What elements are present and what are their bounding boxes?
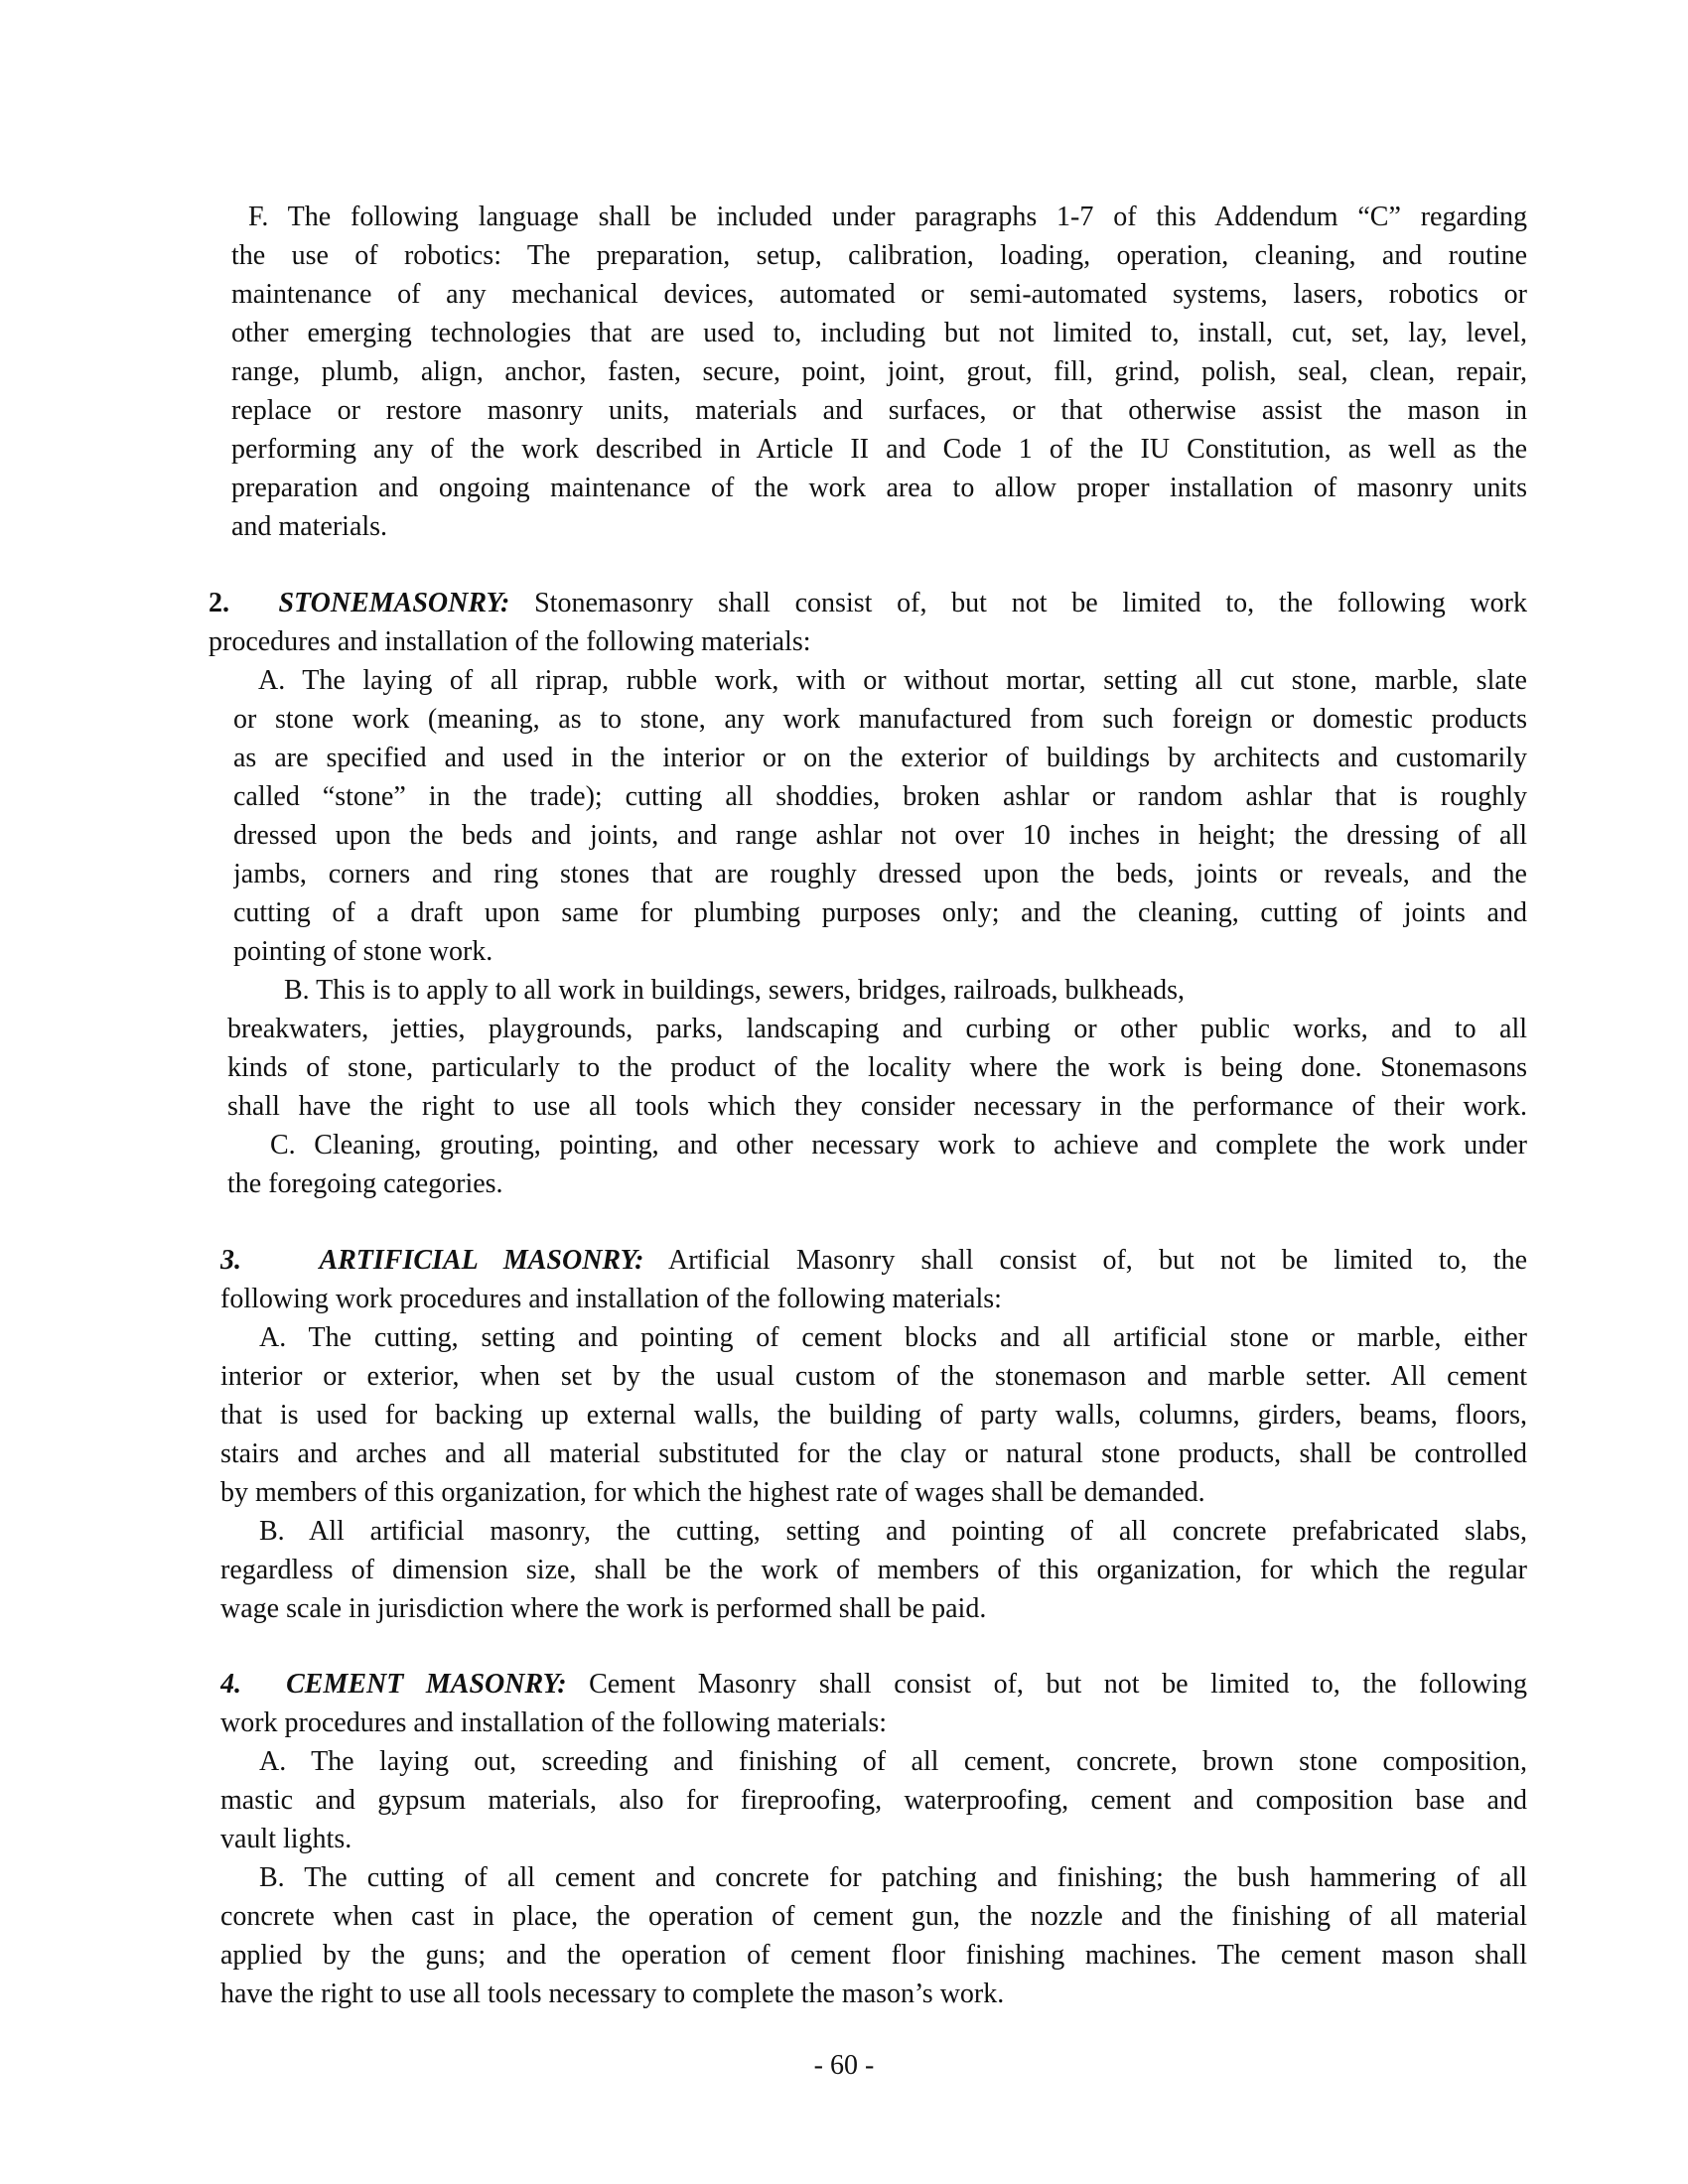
paragraph-line: following work procedures and installation of the following materials: bbox=[220, 1284, 1002, 1314]
paragraph-line: breakwaters, jetties, playgrounds, parks, landscaping and curbing or other public works, and to all bbox=[227, 1014, 1527, 1044]
paragraph-line: B. The cutting of all cement and concrete for patching and finishing; the bush hammering of all bbox=[259, 1862, 1527, 1893]
paragraph-line: maintenance of any mechanical devices, automated or semi-automated systems, lasers, robotics or bbox=[231, 279, 1527, 310]
paragraph-line: applied by the guns; and the operation of cement floor finishing machines. The cement mason shall bbox=[220, 1940, 1527, 1971]
paragraph-line: performing any of the work described in Article II and Code 1 of the IU Constitution, as well as the bbox=[231, 434, 1527, 465]
paragraph-line: vault lights. bbox=[220, 1824, 352, 1854]
heading-title: STONEMASONRY: bbox=[278, 588, 510, 618]
paragraph-line: by members of this organization, for which the highest rate of wages shall be demanded. bbox=[220, 1477, 1205, 1508]
section-heading bbox=[209, 585, 1527, 622]
paragraph-line: range, plumb, align, anchor, fasten, secure, point, joint, grout, fill, grind, polish, seal, clean, repair, bbox=[231, 356, 1527, 387]
paragraph-line: or stone work (meaning, as to stone, any work manufactured from such foreign or domestic products bbox=[233, 704, 1527, 735]
paragraph-line: B. All artificial masonry, the cutting, setting and pointing of all concrete prefabricated slabs, bbox=[259, 1516, 1527, 1547]
heading-title: ARTIFICIAL MASONRY: bbox=[319, 1245, 644, 1276]
paragraph-line: procedures and installation of the following materials: bbox=[209, 626, 811, 657]
paragraph-line: A. The laying of all riprap, rubble work, with or without mortar, setting all cut stone, marble, slate bbox=[258, 665, 1527, 696]
paragraph-line: the use of robotics: The preparation, setup, calibration, loading, operation, cleaning, and routine bbox=[231, 240, 1527, 271]
paragraph-line: have the right to use all tools necessary to complete the mason’s work. bbox=[220, 1979, 1005, 2009]
paragraph-line: replace or restore masonry units, materials and surfaces, or that otherwise assist the mason in bbox=[231, 395, 1527, 426]
section-heading bbox=[220, 1242, 1527, 1280]
heading-title: CEMENT MASONRY: bbox=[286, 1669, 567, 1700]
heading-number: 2. bbox=[209, 588, 229, 618]
heading-number: 3. bbox=[220, 1245, 241, 1276]
page-number: - 60 - bbox=[813, 2050, 875, 2081]
heading-number: 4. bbox=[220, 1669, 241, 1700]
paragraph-line: the foregoing categories. bbox=[227, 1168, 503, 1199]
paragraph-line: jambs, corners and ring stones that are roughly dressed upon the beds, joints or reveals, and the bbox=[233, 859, 1527, 889]
paragraph-line: regardless of dimension size, shall be the work of members of this organization, for which the regular bbox=[220, 1555, 1527, 1585]
paragraph-line: and materials. bbox=[231, 511, 388, 542]
heading-text: Artificial Masonry shall consist of, but not be limited to, the bbox=[643, 1245, 1527, 1276]
paragraph-line: mastic and gypsum materials, also for fireproofing, waterproofing, cement and composition base and bbox=[220, 1785, 1527, 1816]
paragraph-line: shall have the right to use all tools which they consider necessary in the performance of their work. bbox=[227, 1091, 1527, 1122]
paragraph-line: kinds of stone, particularly to the product of the locality where the work is being done. Stonemasons bbox=[227, 1052, 1527, 1083]
paragraph-line: stairs and arches and all material substituted for the clay or natural stone products, shall be controlled bbox=[220, 1438, 1527, 1469]
paragraph-line: preparation and ongoing maintenance of the work area to allow proper installation of masonry units bbox=[231, 473, 1527, 503]
paragraph-line: B. This is to apply to all work in buildings, sewers, bridges, railroads, bulkheads, bbox=[284, 975, 1186, 1006]
paragraph-line: called “stone” in the trade); cutting all shoddies, broken ashlar or random ashlar that is roughly bbox=[233, 781, 1527, 812]
paragraph-line: interior or exterior, when set by the usual custom of the stonemason and marble setter. All cement bbox=[220, 1361, 1527, 1392]
paragraph-line: other emerging technologies that are used to, including but not limited to, install, cut, set, lay, level, bbox=[231, 318, 1527, 348]
paragraph-line: as are specified and used in the interior or on the exterior of buildings by architects and customarily bbox=[233, 743, 1527, 773]
heading-text: Cement Masonry shall consist of, but not be limited to, the following bbox=[566, 1669, 1527, 1700]
paragraph-line: F. The following language shall be included under paragraphs 1-7 of this Addendum “C” regarding bbox=[248, 202, 1527, 232]
paragraph-line: concrete when cast in place, the operation of cement gun, the nozzle and the finishing of all material bbox=[220, 1901, 1527, 1932]
heading-text: Stonemasonry shall consist of, but not be limited to, the following work bbox=[509, 588, 1527, 618]
paragraph-line: pointing of stone work. bbox=[233, 936, 493, 967]
paragraph-line: dressed upon the beds and joints, and range ashlar not over 10 inches in height; the dressing of all bbox=[233, 820, 1527, 851]
paragraph-line: C. Cleaning, grouting, pointing, and other necessary work to achieve and complete the work under bbox=[270, 1130, 1527, 1160]
paragraph-line: A. The cutting, setting and pointing of cement blocks and all artificial stone or marble, either bbox=[259, 1322, 1527, 1353]
paragraph-line: that is used for backing up external walls, the building of party walls, columns, girders, beams, floors, bbox=[220, 1400, 1527, 1431]
paragraph-line: wage scale in jurisdiction where the work is performed shall be paid. bbox=[220, 1593, 987, 1624]
paragraph-line: A. The laying out, screeding and finishing of all cement, concrete, brown stone composition, bbox=[259, 1746, 1527, 1777]
section-heading bbox=[220, 1666, 1527, 1704]
paragraph-line: cutting of a draft upon same for plumbing purposes only; and the cleaning, cutting of joints and bbox=[233, 897, 1527, 928]
paragraph-line: work procedures and installation of the following materials: bbox=[220, 1707, 888, 1738]
